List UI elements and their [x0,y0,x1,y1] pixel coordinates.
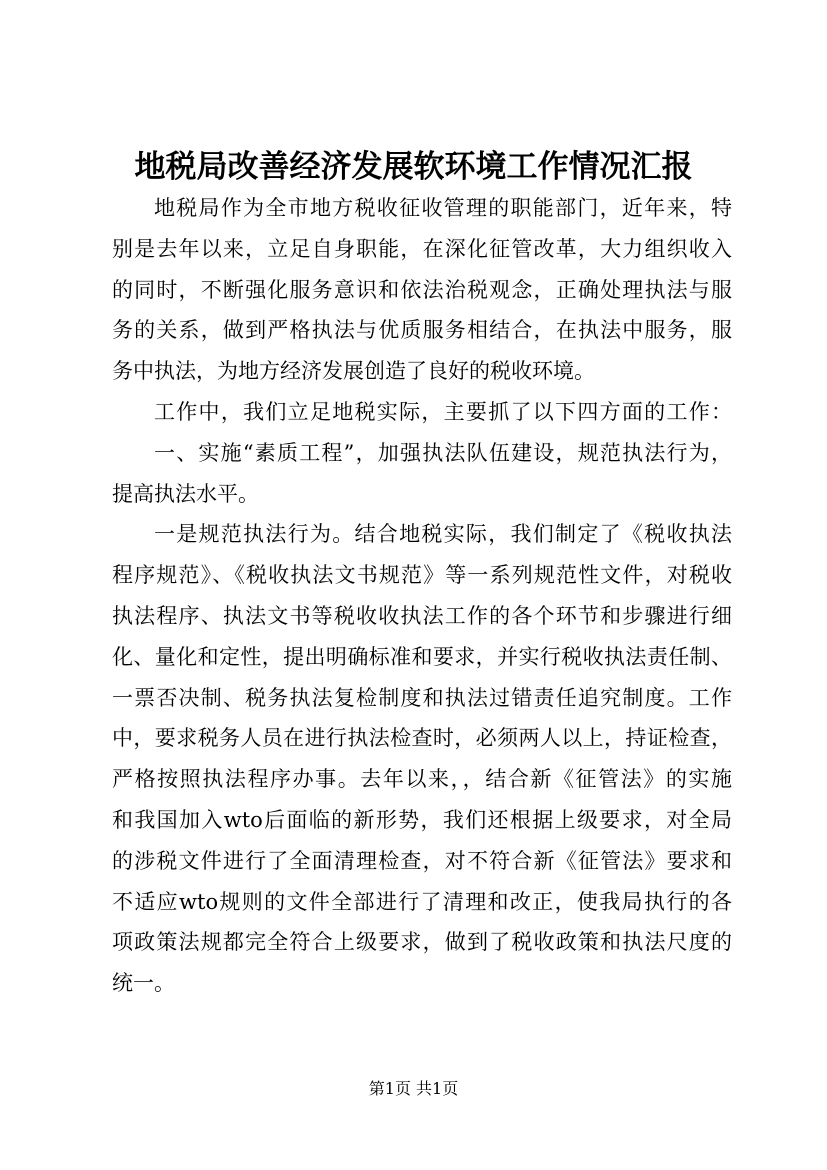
paragraph-line: 的涉税文件进行了全面清理检查，对不符合新《征管法》要求和 [112,848,732,873]
paragraph-line: 别是去年以来，立足自身职能，在深化征管改革，大力组织收入 [112,236,732,261]
paragraph-line: 地税局作为全市地方税收征收管理的职能部门，近年来，特 [154,196,732,220]
page-footer: 第1页 共1页 [368,1079,459,1098]
paragraph-line: 工作中，我们立足地税实际，主要抓了以下四方面的工作： [154,399,732,424]
paragraph-line: 务的关系，做到严格执法与优质服务相结合，在执法中服务，服 [112,318,732,343]
paragraph-line: 执法程序、执法文书等税收收执法工作的各个环节和步骤进行细 [112,603,732,628]
paragraph-line: 务中执法，为地方经济发展创造了良好的税收环境。 [112,359,595,384]
paragraph-line: 和我国加入wto后面临的新形势，我们还根据上级要求，对全局 [112,807,732,832]
paragraph-line: 不适应wto规则的文件全部进行了清理和改正，使我局执行的各 [112,889,732,914]
section-heading-line: 提高执法水平。 [112,481,259,506]
paragraph-line: 统一。 [112,971,175,996]
paragraph-line: 一票否决制、税务执法复检制度和执法过错责任追究制度。工作 [112,685,732,710]
document-title: 地税局改善经济发展软环境工作情况汇报 [134,149,693,185]
document-body [112,188,732,1004]
paragraph-line: 项政策法规都完全符合上级要求，做到了税收政策和执法尺度的 [112,930,732,955]
paragraph-line: 严格按照执法程序办事。去年以来，，结合新《征管法》的实施 [112,767,732,792]
section-heading-line: 一、实施“素质工程”，加强执法队伍建设，规范执法行为， [154,440,732,465]
paragraph-line: 程序规范》、《税收执法文书规范》等一系列规范性文件，对税收 [112,563,732,588]
paragraph-line: 化、量化和定性，提出明确标准和要求，并实行税收执法责任制、 [112,644,732,669]
paragraph-line: 中，要求税务人员在进行执法检查时，必须两人以上，持证检查， [112,726,732,751]
paragraph-line: 的同时，不断强化服务意识和依法治税观念，正确处理执法与服 [112,277,732,302]
paragraph-line: 一是规范执法行为。结合地税实际，我们制定了《税收执法 [154,522,732,547]
